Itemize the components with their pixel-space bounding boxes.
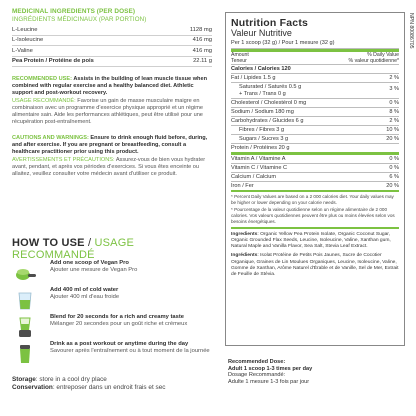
recommended-dose-text-en: Adult 1 scoop 1-3 times per day	[228, 365, 313, 372]
step-1-text-en: Add one scoop of Vegan Pro	[50, 260, 129, 266]
recommended-use-text-fr: Favorise un gain de masse musculaire maigre en combinaison avec un programme d'exercice physique approprié et un régime alimentaire sain. Aide les performances athlétiques, peut être utilisé pour une récupération post-entraînement.	[12, 98, 204, 126]
iron-row: Iron / Fer 20 %	[231, 183, 399, 190]
step-1	[12, 260, 212, 288]
ingredient-value: 416 mg	[169, 46, 212, 57]
nutrition-body	[231, 40, 399, 278]
ingredient-name: L-Leucine	[12, 25, 169, 35]
step-2-text-fr: Ajouter 400 ml d'eau froide	[50, 294, 120, 300]
step-3	[12, 314, 212, 342]
how-to-use-title-fr: USAGE RECOMMANDÉ	[12, 237, 134, 261]
step-4-text-en: Drink as a post workout or anytime during the day	[50, 341, 189, 347]
dv-label: % Daily Value	[367, 52, 399, 58]
title-separator: /	[84, 237, 95, 249]
how-to-use-title	[12, 237, 212, 261]
ingredient-name: L-Isoleucine	[12, 35, 169, 46]
cautions-title-fr: AVERTISSEMENTS ET PRÉCAUTIONS:	[12, 157, 115, 164]
table-row	[12, 35, 212, 46]
step-2-text-en: Add 400 ml of cold water	[50, 287, 119, 293]
storage-section	[12, 376, 212, 392]
ingredient-name: Pea Protein / Protéine de pois	[12, 56, 169, 67]
recommended-dose-section	[228, 359, 406, 385]
nutrition-subtitle: Valeur Nutritive	[231, 28, 292, 38]
step-3-text-fr: Mélanger 20 secondes pour un goût riche et crémeux	[50, 321, 188, 327]
divider-bar	[231, 190, 399, 192]
table-row	[12, 25, 212, 35]
divider-bar	[231, 227, 399, 229]
cup-icon	[14, 289, 36, 311]
left-column	[12, 8, 212, 178]
cautions-text-fr: Assurez-vous de bien vous hydrater avant, pendant, et après vos périodes d'exercices. Si vous êtes enceinte ou allaitez, veuillez consulter votre médecin avant d'utiliser ce produit.	[12, 157, 206, 178]
cautions-text-en: Ensure to drink enough fluid before, during, and after exercise. If you are pregnant or breastfeeding, consult a healthcare practitioner prior using this product.	[12, 135, 208, 156]
sugars-row: Sugars / Sucres 3 g 20 %	[231, 135, 399, 144]
ingredients-list-en: Ingredients: Organic Yellow Pea Protein Isolate, Organic Coconut Sugar, Organic Grounded Flax Seeds, Leucine, Isoleucine, Valine, Xanthan gum, Natural Maple and Vanilla Flavor, Sea Salt, Stevia Leaf Extract.	[231, 232, 391, 250]
how-to-use-title-en: HOW TO USE	[12, 237, 85, 249]
teneur-header	[231, 58, 399, 65]
table-row	[12, 46, 212, 57]
recommended-use-text-en: Assists in the building of lean muscle tissue when combined with regular exercise and a healthy balanced diet. Athletic support and post-workout recovery.	[12, 76, 207, 97]
ingredient-name: L-Valine	[12, 46, 169, 57]
footnote-fr: * Pourcentage de la valeur quotidienne selon un régime alimentaire de 2 000 calories. Vos valeurs quotidiennes peuvent être plus ou moins élevées selon vos besoins énergétiques.	[231, 207, 395, 224]
carbohydrates-row: Carbohydrates / Glucides 6 g 2 %	[231, 118, 399, 125]
ingredients-title-en: MEDICINAL INGREDIENTS (PER DOSE)	[12, 8, 136, 15]
storage-text-en: : store in a cool dry place	[35, 376, 107, 383]
step-2	[12, 287, 212, 315]
step-4	[12, 341, 212, 369]
recommended-dose-text-fr: Adulte 1 mesure 1-3 fois par jour	[228, 378, 310, 385]
vitamin-c-row: Vitamin C / Vitamine C 0 %	[231, 165, 399, 172]
saturated-row: Saturated / Saturés 0.5 g + Trans / Trans 0 g 3 %	[231, 83, 399, 99]
scoop-icon	[14, 262, 36, 284]
storage-label-en: Storage	[12, 376, 36, 383]
nutrition-facts-panel	[225, 12, 405, 346]
vq-label: % valeur quotidienne*	[348, 58, 399, 64]
amount-label: Amount	[231, 52, 249, 58]
recommended-use-title-fr: USAGE RECOMMANDÉ:	[12, 98, 76, 105]
vitamin-a-row: Vitamin A / Vitamine A 0 %	[231, 156, 399, 163]
cautions-title-en: CAUTIONS AND WARNINGS:	[12, 135, 89, 142]
fibre-row: Fibres / Fibres 3 g 10 %	[231, 126, 399, 135]
ingredients-list-fr: Ingrédients: Isolat Protéine de Petits Pois Jaunes, Sucre de Cocotier Organique, Graines de Lin Moulues Organiques, Leucine, Isoleucine, Valine, Gomme de Xanthan, Arôme Naturel d'Érable et de Vanille, Sel de Mer, Extrait de Feuille de Stévia.	[231, 253, 399, 277]
table-row	[12, 56, 212, 67]
nutrition-title: Nutrition Facts	[231, 17, 309, 29]
protein-row: Protein / Protéines 20 g	[231, 145, 290, 152]
step-4-text-fr: Savourer après l'entraînement ou à tout moment de la journée	[50, 348, 210, 354]
ingredient-value: 1128 mg	[169, 25, 212, 35]
teneur-label: Teneur	[231, 58, 247, 64]
sodium-row: Sodium / Sodium 180 mg 8 %	[231, 109, 399, 116]
storage-text-fr: : entreposer dans un endroit frais et sec	[52, 384, 166, 391]
fat-row: Fat / Lipides 1.5 g 2 %	[231, 75, 399, 81]
recommended-dose-title-en: Recommended Dose:	[228, 359, 286, 365]
calories-row: Calories / Calories 120	[231, 65, 399, 74]
blender-icon	[14, 316, 36, 338]
ingredient-value: 22.11 g	[169, 56, 212, 67]
ingredients-title-fr: INGRÉDIENTS MÉDICINAUX (PAR PORTION)	[12, 15, 147, 23]
npn-number: NPN 80086705	[408, 13, 414, 49]
step-1-text-fr: Ajouter une mesure de Vegan Pro	[50, 267, 138, 273]
recommended-use-title-en: RECOMMENDED USE:	[12, 76, 72, 83]
recommended-dose-title-fr: Dosage Recommandé:	[228, 372, 286, 379]
footnote-en: * Percent Daily Values are based on a 2 000 calories diet. Your daily values may be higher or lower depending on your calorie needs.	[231, 194, 394, 205]
ingredients-table	[12, 25, 212, 67]
step-3-text-en: Blend for 20 seconds for a rich and creamy taste	[50, 314, 185, 320]
cautions-section	[12, 135, 212, 178]
serving-size: Per 1 scoop (32 g) / Pour 1 mesure (32 g)	[231, 40, 399, 49]
recommended-use-section	[12, 76, 212, 126]
cholesterol-row: Cholesterol / Cholestérol 0 mg 0 %	[231, 100, 399, 107]
ingredient-value: 416 mg	[169, 35, 212, 46]
shaker-icon	[14, 343, 36, 365]
calcium-row: Calcium / Calcium 6 %	[231, 174, 399, 181]
storage-label-fr: Conservation	[12, 384, 53, 391]
